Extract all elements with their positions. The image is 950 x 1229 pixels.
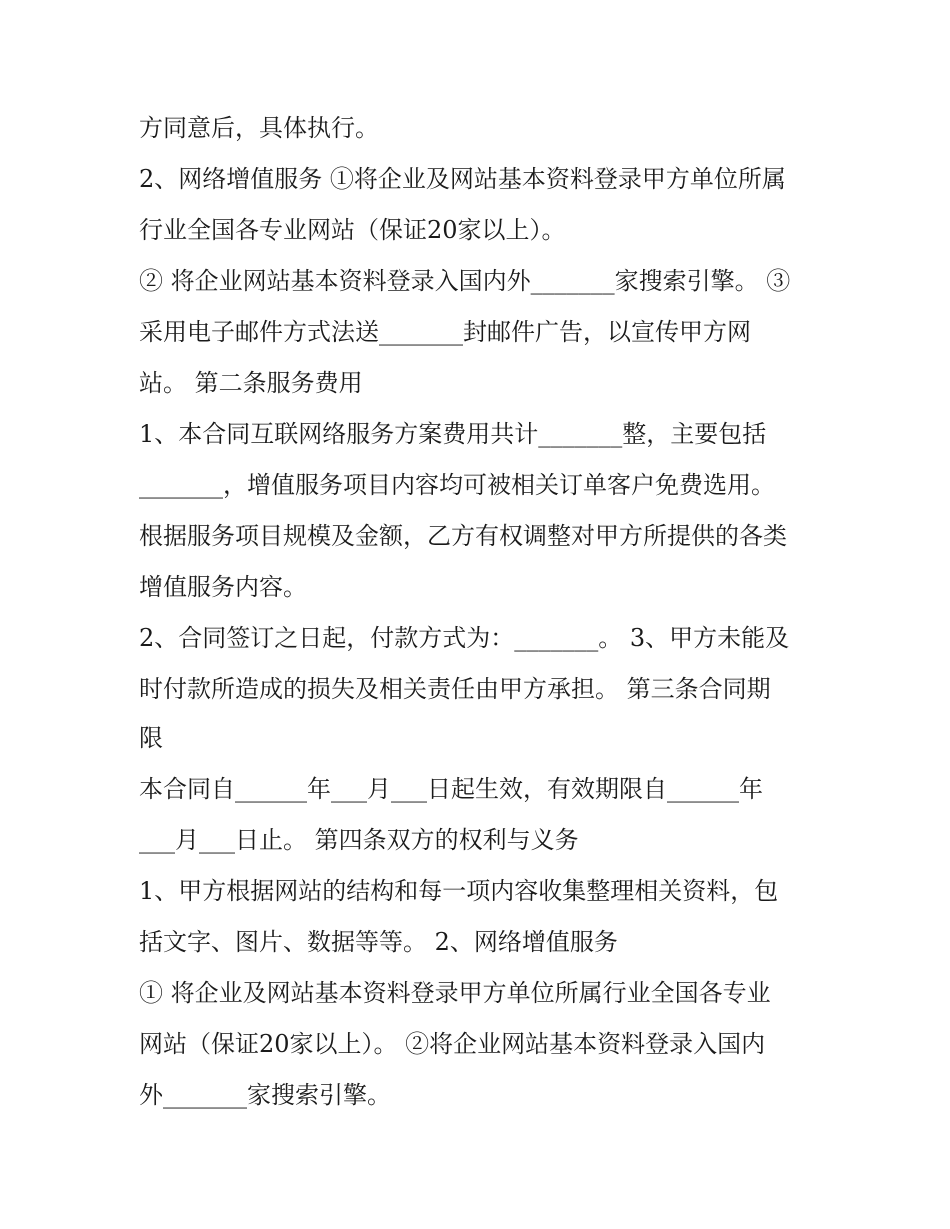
text-line: 行业全国各专业网站（保证20家以上）。 — [139, 216, 566, 244]
text-line: 1、本合同互联网络服务方案费用共计_______整，主要包括 — [139, 420, 767, 448]
text-line: 采用电子邮件方式法送_______封邮件广告，以宣传甲方网 — [139, 318, 751, 346]
text-line: 限 — [139, 724, 163, 752]
text-line: 1、甲方根据网站的结构和每一项内容收集整理相关资料，包 — [139, 877, 779, 905]
text-line: ② 将企业网站基本资料登录入国内外_______家搜索引擎。 ③ — [139, 267, 791, 295]
text-line: 外_______家搜索引擎。 — [139, 1081, 391, 1109]
text-line: 站。 第二条服务费用 — [139, 369, 363, 397]
text-line: ① 将企业及网站基本资料登录甲方单位所属行业全国各专业 — [139, 979, 771, 1007]
text-line: 2、合同签订之日起，付款方式为：_______。 3、甲方未能及 — [139, 624, 790, 652]
text-line: 方同意后，具体执行。 — [139, 114, 379, 142]
text-line: _______，增值服务项目内容均可被相关订单客户免费选用。 — [139, 471, 775, 499]
text-line: 本合同自______年___月___日起生效，有效期限自______年 — [139, 775, 763, 803]
text-line: 根据服务项目规模及金额，乙方有权调整对甲方所提供的各类 — [139, 522, 787, 550]
text-line: ___月___日止。 第四条双方的权利与义务 — [139, 826, 579, 854]
text-line: 时付款所造成的损失及相关责任由甲方承担。 第三条合同期 — [139, 675, 771, 703]
text-line: 括文字、图片、数据等等。 2、网络增值服务 — [139, 928, 618, 956]
text-line: 增值服务内容。 — [139, 573, 307, 601]
text-line: 2、网络增值服务 ①将企业及网站基本资料登录甲方单位所属 — [139, 165, 786, 193]
text-line: 网站（保证20家以上）。 ②将企业网站基本资料登录入国内 — [139, 1030, 766, 1058]
